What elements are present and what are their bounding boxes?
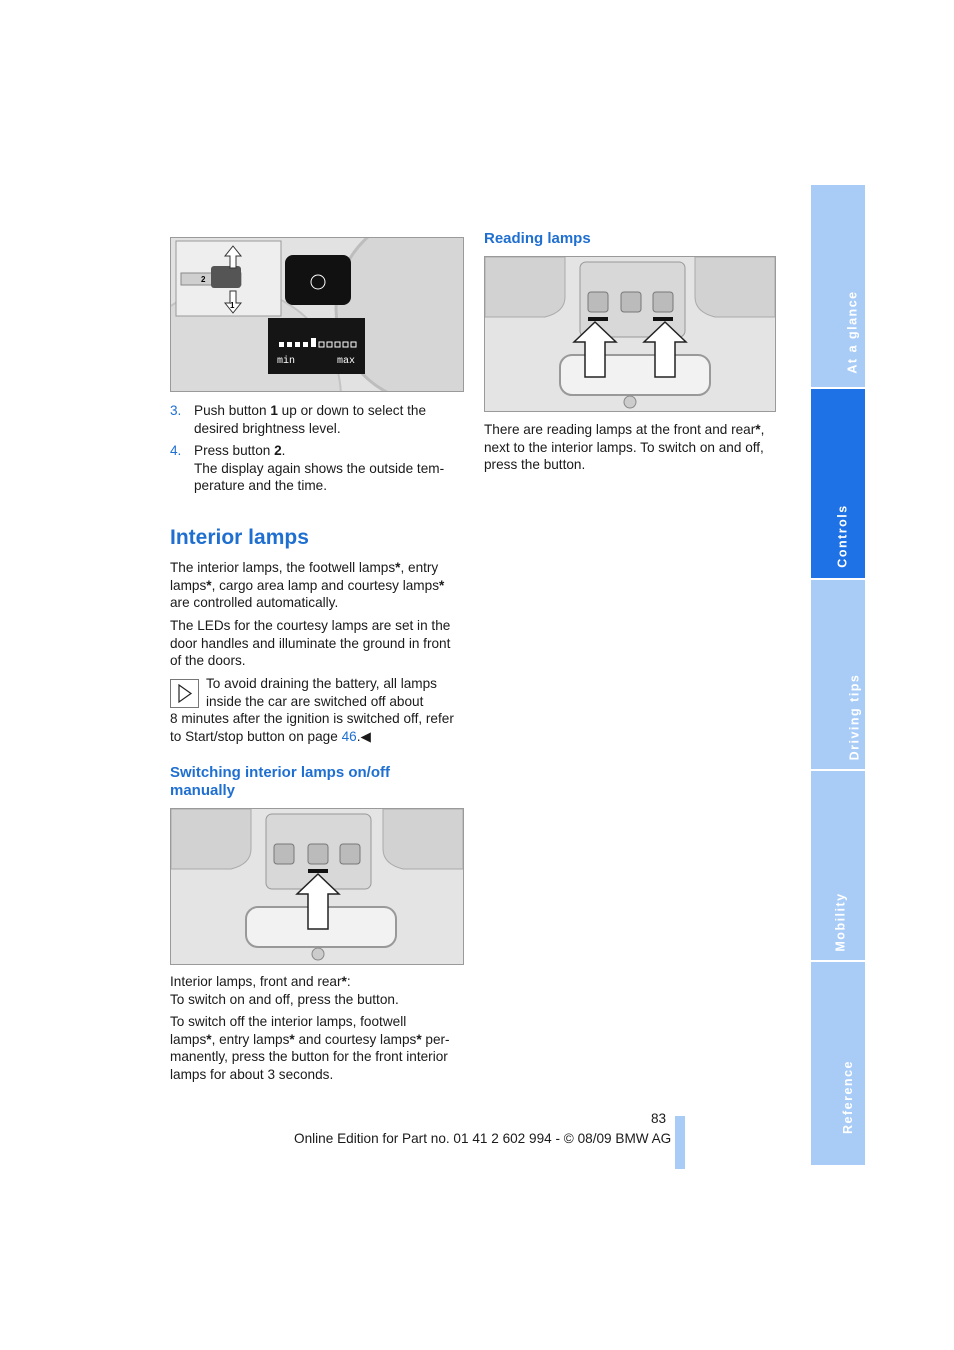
- step-text: up or down to select the: [277, 403, 427, 418]
- asterisk-mark: *: [206, 577, 212, 593]
- text: lamps: [170, 1031, 207, 1047]
- reading-paragraph: [484, 421, 784, 474]
- text: per-: [421, 1031, 450, 1047]
- tab-label: Controls: [835, 504, 850, 568]
- text: lamps: [170, 577, 207, 593]
- callout-2: 2: [201, 275, 206, 284]
- tab-controls[interactable]: [811, 389, 865, 578]
- tab-label: Reference: [840, 1060, 855, 1134]
- switching-paragraph-2: [170, 1013, 465, 1083]
- step-3: [170, 402, 465, 437]
- text: To switch off the interior lamps, footwell: [170, 1014, 407, 1029]
- text: of the doors.: [170, 653, 246, 669]
- display-max-label: max: [337, 356, 356, 367]
- text: next to the interior lamps. To switch on and off,: [484, 439, 764, 455]
- asterisk-mark: *: [395, 560, 401, 575]
- step-number: 4.: [170, 443, 182, 458]
- tab-reference[interactable]: [811, 962, 865, 1165]
- subsection-title-reading-lamps: Reading lamps: [484, 230, 591, 247]
- callout-1: 1: [230, 301, 235, 310]
- asterisk-mark: *: [289, 1031, 295, 1047]
- text: The LEDs for the courtesy lamps are set in the: [170, 618, 451, 633]
- page-number: 83: [651, 1111, 667, 1126]
- section-title-interior-lamps: Interior lamps: [170, 526, 309, 549]
- tab-at-a-glance[interactable]: [811, 185, 865, 387]
- text: manently, press the button for the front interior: [170, 1049, 448, 1065]
- text: There are reading lamps at the front and rear: [484, 422, 756, 437]
- text: ,: [760, 422, 765, 437]
- button-ref: 2: [274, 443, 282, 458]
- figure-display-brightness: [170, 237, 464, 392]
- text: To switch on and off, press the button.: [170, 991, 399, 1007]
- asterisk-mark: *: [341, 974, 347, 989]
- tab-mobility[interactable]: [811, 771, 865, 960]
- step-text: The display again shows the outside tem-: [194, 460, 445, 476]
- step-text: Push button: [194, 403, 271, 418]
- asterisk-mark: *: [416, 1031, 422, 1047]
- step-text: .: [281, 443, 286, 458]
- interior-paragraph-2: [170, 617, 465, 670]
- text: , entry lamps: [211, 1031, 290, 1047]
- footer-bar: [675, 1116, 685, 1169]
- page-link[interactable]: 46: [341, 728, 357, 744]
- text: Switching interior lamps on/off: [170, 764, 391, 781]
- figure-interior-lamp-button: [170, 808, 464, 965]
- text: to Start/stop button on page: [170, 728, 342, 744]
- figure-reading-lamp-buttons: [484, 256, 776, 412]
- step-number: 3.: [170, 403, 182, 418]
- text: Interior lamps, front and rear: [170, 974, 342, 989]
- step-text: perature and the time.: [194, 478, 327, 494]
- note-text: [206, 675, 466, 710]
- text: door handles and illuminate the ground in front: [170, 635, 451, 651]
- text: .◀: [356, 728, 371, 744]
- text: manually: [170, 782, 236, 799]
- note-text-cont: [170, 710, 465, 745]
- tab-label: Mobility: [833, 892, 848, 952]
- button-ref: 1: [270, 403, 278, 418]
- tab-label: At a glance: [845, 290, 860, 374]
- step-text: desired brightness level.: [194, 420, 341, 436]
- interior-paragraph-1: [170, 559, 465, 612]
- display-min-label: min: [277, 356, 296, 367]
- text: :: [346, 974, 351, 989]
- subsection-title-switching: [170, 764, 390, 800]
- footer-edition: Online Edition for Part no. 01 41 2 602 994 - © 08/09 BMW AG: [294, 1131, 672, 1146]
- note-icon: [170, 679, 199, 708]
- tab-label: Driving tips: [847, 673, 862, 761]
- text: press the button.: [484, 457, 586, 473]
- text: 8 minutes after the ignition is switched off, refer: [170, 711, 454, 726]
- text: lamps for about 3 seconds.: [170, 1066, 334, 1082]
- step-4: [170, 442, 465, 495]
- text: , entry: [400, 560, 439, 575]
- text: To avoid draining the battery, all lamps: [206, 676, 437, 691]
- asterisk-mark: *: [755, 422, 761, 437]
- text: and courtesy lamps: [294, 1031, 417, 1047]
- asterisk-mark: *: [439, 577, 445, 593]
- text: The interior lamps, the footwell lamps: [170, 560, 396, 575]
- asterisk-mark: *: [206, 1031, 212, 1047]
- text: , cargo area lamp and courtesy lamps: [211, 577, 439, 593]
- text: are controlled automatically.: [170, 595, 339, 611]
- step-text: Press button: [194, 443, 275, 458]
- switching-paragraph-1: [170, 973, 465, 1008]
- tab-driving-tips[interactable]: [811, 580, 865, 769]
- text: inside the car are switched off about: [206, 693, 424, 709]
